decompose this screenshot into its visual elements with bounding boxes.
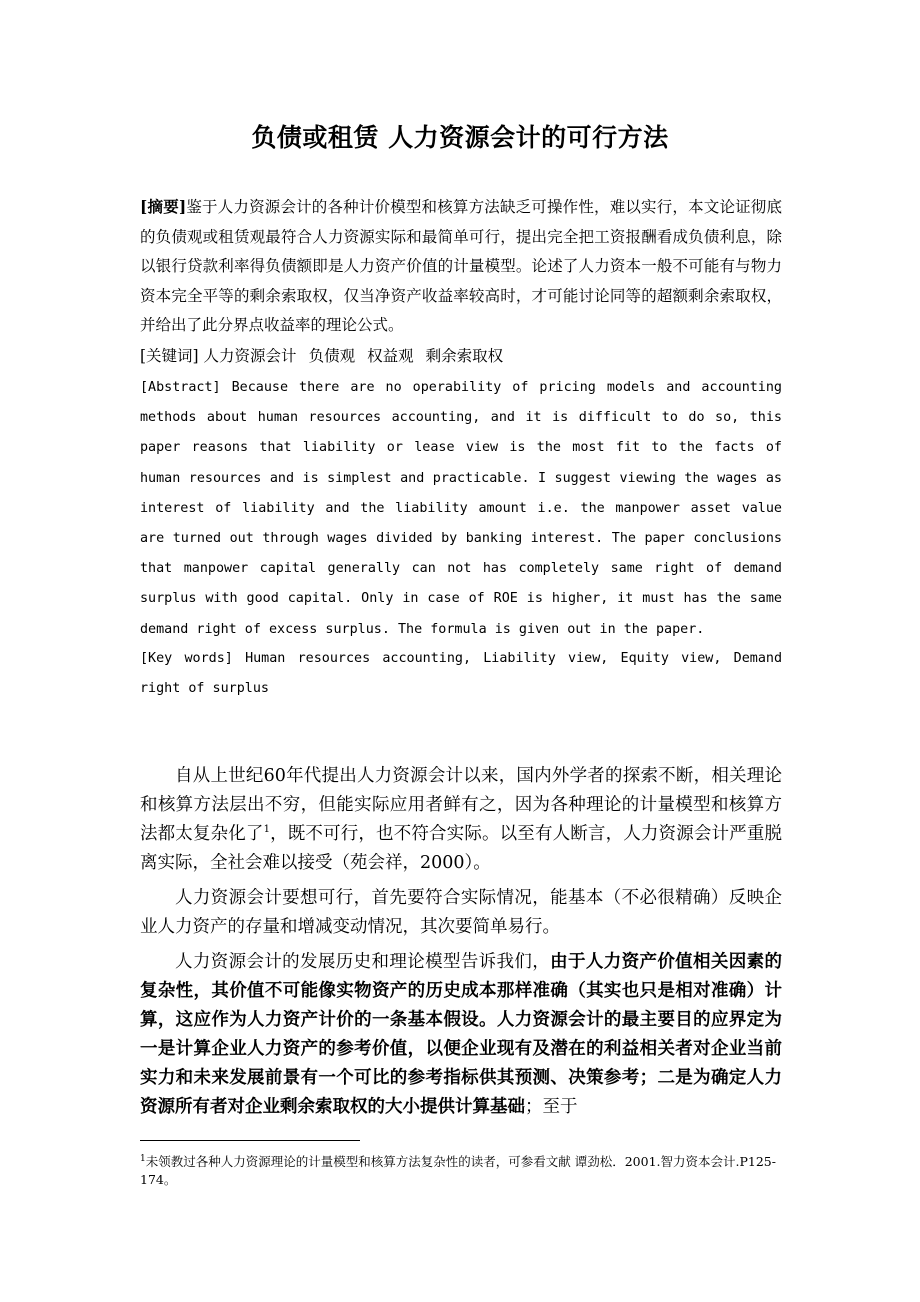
keywords-english xyxy=(140,644,782,704)
keyword-item: 人力资源会计 xyxy=(203,347,297,365)
footnote-divider xyxy=(140,1140,360,1141)
paragraph: 人力资源会计要想可行，首先要符合实际情况，能基本（不必很精确）反映企业人力资产的存量和增减变动情况，其次要简单易行。 xyxy=(140,888,782,937)
bold-emphasis: 由于人力资产价值相关因素的复杂性，其价值不可能像实物资产的历史成本那样准确（其实也只是相对准确）计算，这应作为人力资产计价的一条基本假设。人力资源会计的最主要目的应界定为一是计算企业人力资产的参考价值，以便企业现有及潜在的利益相关者对企业当前实力和未来发展前景有一个可比的参考指标供其预测、决策参考；二是为确定人力资源所有者对企业剩余索取权的大小提供计算基础 xyxy=(140,952,783,1117)
abstract-cn-text: 鉴于人力资源会计的各种计价模型和核算方法缺乏可操作性，难以实行，本文论证彻底的负债观或租赁观最符合人力资源实际和最简单可行，提出完全把工资报酬看成负债利息，除以银行贷款利率得负债额即是人力资产价值的计量模型。论述了人力资本一般不可能有与物力资本完全平等的剩余索取权，仅当净资产收益率较高时，才可能讨论同等的超额剩余索取权，并给出了此分界点收益率的理论公式。 xyxy=(140,198,782,334)
paragraph: 人力资源会计的发展历史和理论模型告诉我们，由于人力资产价值相关因素的复杂性，其价值不可能像实物资产的历史成本那样准确（其实也只是相对准确）计算，这应作为人力资产计价的一条基本假设。人力资源会计的最主要目的应界定为一是计算企业人力资产的参考价值，以便企业现有及潜在的利益相关者对企业当前实力和未来发展前景有一个可比的参考指标供其预测、决策参考；二是为确定人力资源所有者对企业剩余索取权的大小提供计算基础；至于 xyxy=(140,952,783,1117)
paper-title: 负债或租赁 人力资源会计的可行方法 xyxy=(251,123,669,152)
abstract-cn-label: [摘要] xyxy=(140,197,187,216)
abstract-en-text: Because there are no operability of pricing models and accounting methods about human resources accounting, and it is difficult to do so, this paper reasons that liability or lease view is the most fit to the facts of human resources and is simplest and practicable. I suggest viewing the wages as interest of liability and the liability amount i.e. the manpower asset value are turned out through wages divided by banking interest. The paper conclusions that manpower capital generally can not has completely same right of demand surplus with good capital. Only in case of ROE is higher, it must has the same demand right of excess surplus. The formula is given out in the paper. xyxy=(140,380,782,637)
keywords-cn-label: [关键词] xyxy=(140,347,199,365)
footnote-marker[interactable]: 1 xyxy=(263,824,270,836)
footnote-text: 未领教过各种人力资源理论的计量模型和核算方法复杂性的读者，可参看文献 谭劲松．2001.智力资本会计.P125-174。 xyxy=(140,1154,776,1187)
footnote-number: 1 xyxy=(140,1153,146,1164)
keywords-en-label: [Key words] xyxy=(140,651,233,666)
abstract-english xyxy=(140,373,782,645)
paragraph: 自从上世纪60年代提出人力资源会计以来，国内外学者的探索不断，相关理论和核算方法层出不穷，但能实际应用者鲜有之，因为各种理论的计量模型和核算方法都太复杂化了$^1$，既不可行，也不符合实际。以至有人断言，人力资源会计严重脱离实际，全社会难以接受（苑会祥，2000）。 xyxy=(140,766,782,873)
keywords-chinese xyxy=(140,342,782,370)
abstract-en-label: [Abstract] xyxy=(140,380,221,395)
keyword-item: 剩余索取权 xyxy=(425,347,504,365)
keyword-item: 权益观 xyxy=(367,347,414,365)
abstract-chinese xyxy=(140,192,782,341)
keyword-item: 负债观 xyxy=(308,347,356,365)
footnote xyxy=(140,1153,782,1189)
body-text xyxy=(140,762,782,1128)
keywords-en-text: Human resources accounting, Liability view, Equity view, Demand right of surplus xyxy=(140,651,783,696)
